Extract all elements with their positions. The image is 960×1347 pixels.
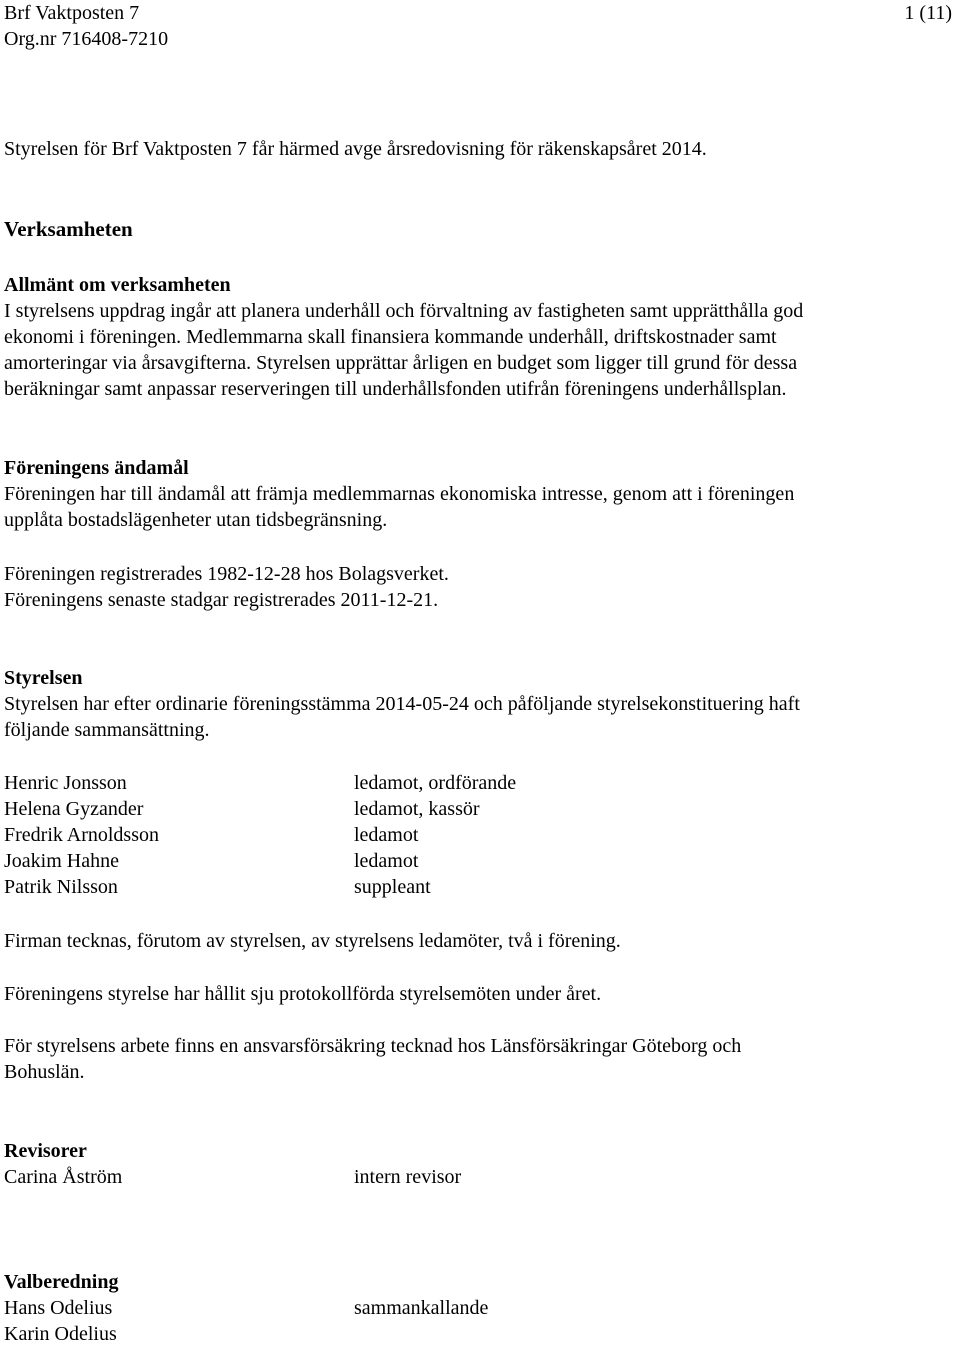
member-role: sammankallande [354,1297,489,1319]
paragraph-line: I styrelsens uppdrag ingår att planera underhåll och förvaltning av fastigheten samt upprätthålla god [4,300,804,322]
heading-styrelsen: Styrelsen [4,667,83,689]
list-item [4,1164,952,1190]
section-valberedning [4,1269,952,1347]
list-item [4,1321,952,1347]
list-item [4,770,952,796]
board-members-list [4,770,952,900]
section-styrelsen [4,665,952,743]
member-role: ledamot [354,824,419,846]
org-number: Org.nr 716408-7210 [4,28,169,50]
member-name: Karin Odelius [4,1323,117,1345]
page-header [4,0,168,52]
section-allmant [4,272,952,402]
section-revisorer [4,1138,952,1190]
heading-andamal: Föreningens ändamål [4,457,189,479]
list-item [4,1295,952,1321]
member-role: ledamot [354,850,419,872]
section-andamal [4,455,952,533]
paragraph-line: Föreningen har till ändamål att främja medlemmarnas ekonomiska intresse, genom att i föreningen [4,483,795,505]
paragraph-line: För styrelsens arbete finns en ansvarsförsäkring tecknad hos Länsförsäkringar Göteborg och [4,1035,742,1057]
member-name: Patrik Nilsson [4,876,118,898]
list-item [4,848,952,874]
heading-revisorer: Revisorer [4,1140,87,1162]
document-page [4,0,952,1345]
company-name: Brf Vaktposten 7 [4,2,140,24]
heading-allmant: Allmänt om verksamheten [4,274,231,296]
member-role: ledamot, ordförande [354,772,517,794]
statutes-date: Föreningens senaste stadgar registrerades 2011-12-21. [4,589,439,611]
member-role: suppleant [354,876,431,898]
section-title-verksamheten: Verksamheten [4,217,133,241]
paragraph-line: beräkningar samt anpassar reserveringen till underhållsfonden utifrån föreningens underhållsplan. [4,378,787,400]
registration-info [4,561,952,613]
heading-valberedning: Valberedning [4,1271,119,1293]
meetings-text: Föreningens styrelse har hållit sju protokollförda styrelsemöten under året. [4,983,602,1005]
list-item [4,874,952,900]
firma-text: Firman tecknas, förutom av styrelsen, av styrelsens ledamöter, två i förening. [4,930,621,952]
member-role: intern revisor [354,1166,462,1188]
registered-date: Föreningen registrerades 1982-12-28 hos Bolagsverket. [4,563,449,585]
member-name: Joakim Hahne [4,850,119,872]
member-name: Hans Odelius [4,1297,113,1319]
insurance-text [4,1033,952,1085]
paragraph-line: amorteringar via årsavgifterna. Styrelsen upprättar årligen en budget som ligger till grund för dessa [4,352,798,374]
paragraph-line: Bohuslän. [4,1061,85,1083]
member-name: Henric Jonsson [4,772,127,794]
intro-text: Styrelsen för Brf Vaktposten 7 får härmed avge årsredovisning för räkenskapsåret 2014. [4,138,707,160]
member-name: Helena Gyzander [4,798,144,820]
paragraph-line: följande sammansättning. [4,719,210,741]
paragraph-line: Styrelsen har efter ordinarie föreningsstämma 2014-05-24 och påföljande styrelsekonstituering haft [4,693,800,715]
list-item [4,822,952,848]
paragraph-line: upplåta bostadslägenheter utan tidsbegränsning. [4,509,388,531]
member-name: Fredrik Arnoldsson [4,824,159,846]
member-role: ledamot, kassör [354,798,480,820]
member-name: Carina Åström [4,1166,123,1188]
list-item [4,796,952,822]
paragraph-line: ekonomi i föreningen. Medlemmarna skall finansiera kommande underhåll, driftskostnader samt [4,326,777,348]
page-indicator: 1 (11) [904,2,952,24]
